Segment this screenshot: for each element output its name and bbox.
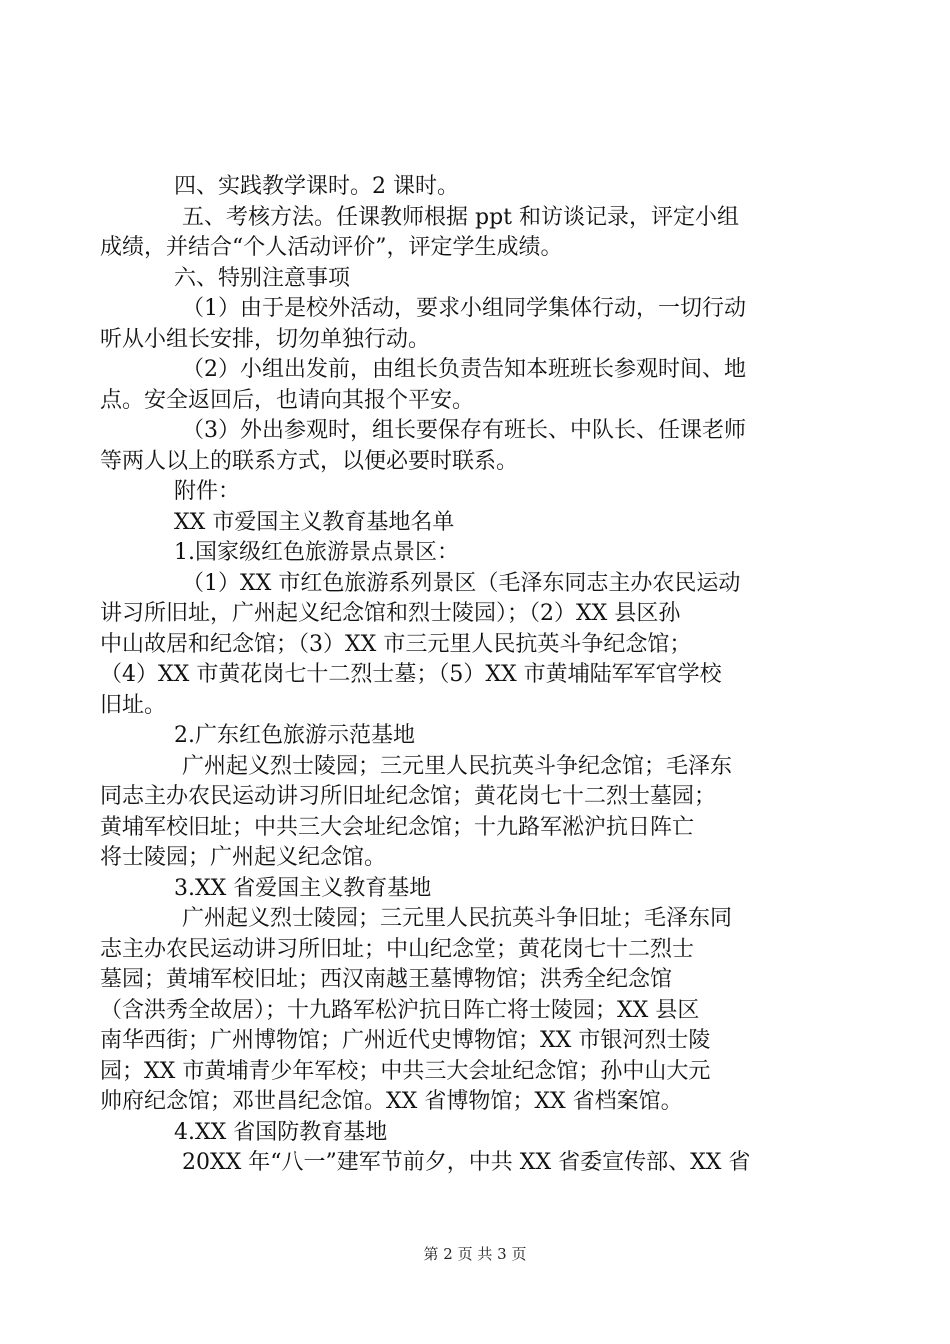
- text-line: 四、实践教学课时。2 课时。: [174, 174, 459, 199]
- text-line: （4）XX 市黄花岗七十二烈士墓；（5）XX 市黄埔陆军军官学校: [100, 662, 722, 687]
- page-footer: 第 2 页 共 3 页: [423, 1245, 527, 1263]
- text-line: 等两人以上的联系方式，以便必要时联系。: [100, 448, 519, 474]
- document-body: [100, 172, 840, 1179]
- text-line: （2）小组出发前，由组长负责告知本班班长参观时间、地: [182, 357, 746, 382]
- text-line: 将士陵园；广州起义纪念馆。: [100, 845, 387, 870]
- text-line: 南华西街；广州博物馆；广州近代史博物馆；XX 市银河烈士陵: [100, 1028, 711, 1053]
- text-line: （1）XX 市红色旅游系列景区（毛泽东同志主办农民运动: [182, 570, 741, 596]
- text-line: （3）外出参观时，组长要保存有班长、中队长、任课老师: [182, 418, 746, 443]
- text-line: 广州起义烈士陵园；三元里人民抗英斗争旧址；毛泽东同: [182, 906, 733, 931]
- text-line: 六、特别注意事项: [174, 265, 351, 291]
- text-line: 3.XX 省爱国主义教育基地: [174, 875, 432, 901]
- text-line: 五、考核方法。任课教师根据 ppt 和访谈记录，评定小组: [182, 204, 739, 230]
- text-line: 志主办农民运动讲习所旧址；中山纪念堂；黄花岗七十二烈士: [100, 936, 695, 962]
- text-line: 旧址。: [100, 692, 167, 718]
- text-line: 讲习所旧址，广州起义纪念馆和烈士陵园）；（2）XX 县区孙: [100, 601, 681, 626]
- text-line: 中山故居和纪念馆；（3）XX 市三元里人民抗英斗争纪念馆；: [100, 631, 692, 657]
- text-line: 同志主办农民运动讲习所旧址纪念馆；黄花岗七十二烈士墓园；: [100, 784, 717, 809]
- text-line: 听从小组长安排，切勿单独行动。: [100, 326, 431, 352]
- text-line: 黄埔军校旧址；中共三大会址纪念馆；十九路军淞沪抗日阵亡: [100, 814, 695, 840]
- text-line: 园；XX 市黄埔青少年军校；中共三大会址纪念馆；孙中山大元: [100, 1058, 711, 1084]
- text-line: 1.国家级红色旅游景点景区：: [174, 540, 459, 565]
- text-line: （含洪秀全故居）；十九路军松沪抗日阵亡将士陵园；XX 县区: [100, 997, 700, 1023]
- text-line: 20XX 年“八一”建军节前夕，中共 XX 省委宣传部、XX 省: [182, 1150, 751, 1175]
- text-line: （1）由于是校外活动，要求小组同学集体行动，一切行动: [182, 296, 746, 321]
- text-line: 4.XX 省国防教育基地: [174, 1119, 388, 1145]
- text-line: 点。安全返回后，也请向其报个平安。: [100, 387, 475, 413]
- text-line: 帅府纪念馆；邓世昌纪念馆。XX 省博物馆；XX 省档案馆。: [100, 1089, 683, 1114]
- text-line: 附件：: [174, 479, 241, 504]
- text-line: 成绩，并结合“个人活动评价”，评定学生成绩。: [100, 235, 563, 260]
- text-line: 2.广东红色旅游示范基地: [174, 723, 415, 748]
- text-line: 墓园；黄埔军校旧址；西汉南越王墓博物馆；洪秀全纪念馆: [100, 967, 673, 992]
- text-line: 广州起义烈士陵园；三元里人民抗英斗争纪念馆；毛泽东: [182, 753, 733, 779]
- text-line: XX 市爱国主义教育基地名单: [174, 509, 455, 535]
